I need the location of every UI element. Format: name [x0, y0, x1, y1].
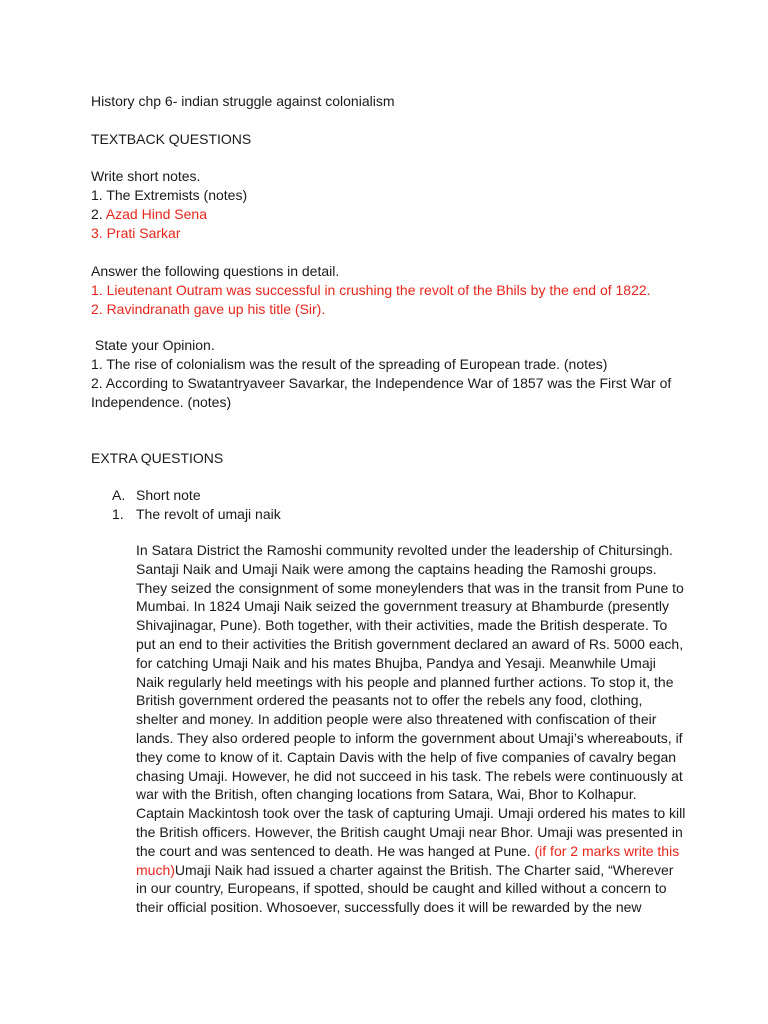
marks-note: (if for 2 marks write this [534, 842, 680, 859]
paragraph-line: war with the British, often changing locations from Satara, Wai, Bhor to Kolhapur. [136, 786, 637, 803]
answer-paragraph [136, 541, 686, 917]
opinion-item: 2. According to Swatantryaveer Savarkar, the Independence War of 1857 was the First War of [91, 375, 672, 391]
paragraph-line: in our country, Europeans, if spotted, should be caught and killed without a concern to [136, 880, 667, 897]
opinion-item-continuation: Independence. (notes) [91, 394, 232, 410]
opinion-heading: State your Opinion. [91, 337, 215, 353]
paragraph-line: shelter and money. In addition people were also threatened with confiscation of their [136, 711, 657, 728]
short-note-item: 1. The Extremists (notes) [91, 187, 248, 203]
paragraph-line: Naik regularly held meetings with his people and planned further actions. To stop it, the [136, 673, 674, 690]
paragraph-line: the British officers. However, the British caught Umaji near Bhor. Umaji was presented in [136, 823, 683, 840]
paragraph-line: lands. They also ordered people to inform the government about Umaji’s whereabouts, if [136, 729, 683, 746]
paragraph-line: British government ordered the peasants not to offer the rebels any food, clothing, [136, 692, 643, 709]
paragraph-line: put an end to their activities the British government declared an award of Rs. 5000 each, [136, 635, 684, 652]
paragraph-line: they come to know of it. Captain Davis with the help of five companies of cavalry began [136, 748, 677, 765]
paragraph-line: Santaji Naik and Umaji Naik were among the captains heading the Ramoshi groups. [136, 560, 657, 577]
list-label-1: 1. [112, 506, 124, 522]
extra-heading: EXTRA QUESTIONS [91, 450, 224, 466]
list-item-revolt: The revolt of umaji naik [136, 506, 281, 522]
textback-heading: TEXTBACK QUESTIONS [91, 131, 252, 147]
detail-item: 1. Lieutenant Outram was successful in crushing the revolt of the Bhils by the end of 1822. [91, 282, 651, 298]
marks-note-end: much) [136, 861, 175, 878]
short-notes-heading: Write short notes. [91, 168, 201, 184]
short-note-item: 3. Prati Sarkar [91, 225, 181, 241]
paragraph-text: Umaji Naik had issued a charter against the British. The Charter said, “Wherever [174, 861, 674, 878]
opinion-item: 1. The rise of colonialism was the result of the spreading of European trade. (notes) [91, 356, 608, 372]
paragraph-line: for catching Umaji Naik and his mates Bhujba, Pandya and Yesaji. Meanwhile Umaji [136, 654, 656, 671]
paragraph-line: Captain Mackintosh took over the task of capturing Umaji. Umaji ordered his mates to kill [136, 805, 686, 822]
short-note-item: 2. Azad Hind Sena [91, 206, 207, 222]
paragraph-line: their official position. Whosoever, successfully does it will be rewarded by the new [136, 899, 642, 916]
detail-heading: Answer the following questions in detail. [91, 263, 340, 279]
document-title: History chp 6- indian struggle against colonialism [91, 93, 395, 109]
paragraph-line: chasing Umaji. However, he did not succeed in his task. The rebels were continuously at [136, 767, 683, 784]
paragraph-line [136, 842, 680, 861]
list-label-a: A. [112, 487, 126, 503]
paragraph-line: In Satara District the Ramoshi community revolted under the leadership of Chitursingh. [136, 542, 673, 558]
paragraph-line: Mumbai. In 1824 Umaji Naik seized the government treasury at Bhamburde (presently [136, 598, 670, 615]
paragraph-line [136, 861, 676, 880]
list-item-short-note: Short note [136, 487, 201, 503]
paragraph-text: the court and was sentenced to death. He was hanged at Pune. [136, 842, 535, 859]
detail-item: 2. Ravindranath gave up his title (Sir). [91, 301, 326, 317]
paragraph-line: They seized the consignment of some moneylenders that was in the transit from Pune to [136, 579, 684, 596]
paragraph-line: Shivajinagar, Pune). Both together, with their activities, made the British desperate. To [136, 617, 668, 634]
